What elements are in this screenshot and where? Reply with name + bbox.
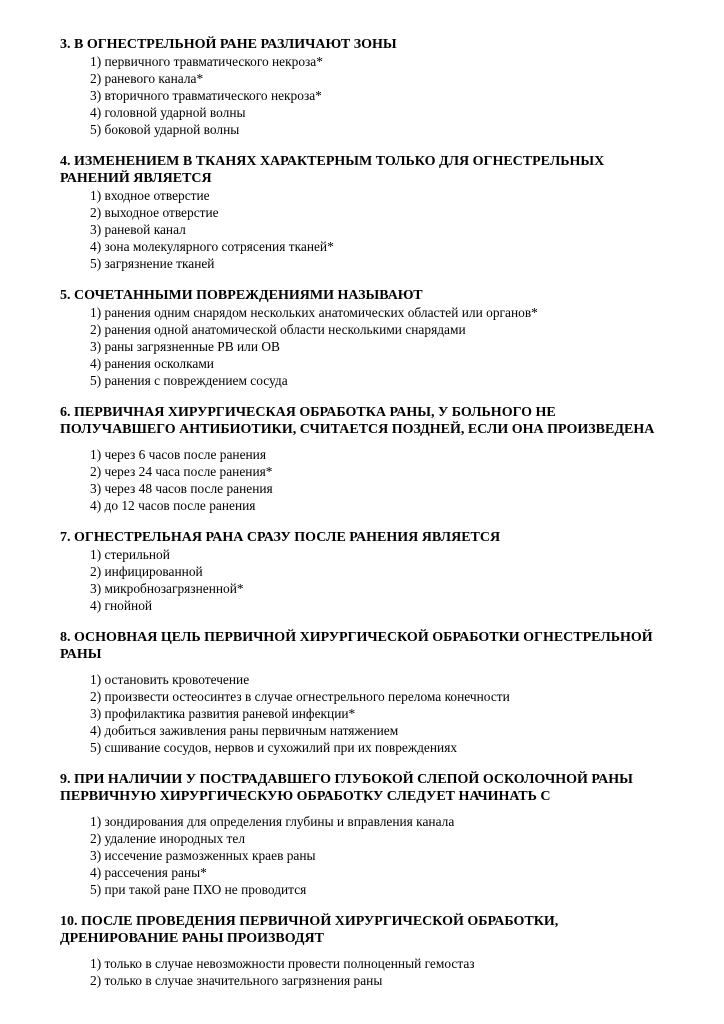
- option-item: 4) добиться заживления раны первичным натяжением: [90, 723, 399, 738]
- question-title-line: РАНЫ: [60, 647, 102, 662]
- question-title: [60, 404, 654, 438]
- option-item: 4) рассечения раны*: [90, 865, 207, 880]
- question-title: [60, 36, 397, 53]
- option-item: 3) микробнозагрязненной*: [90, 581, 244, 596]
- option-item: 3) вторичного травматического некроза*: [90, 88, 322, 103]
- option-item: 2) только в случае значительного загрязнения раны: [90, 973, 383, 988]
- option-item: 2) инфицированной: [90, 564, 203, 579]
- question-title: [60, 629, 653, 663]
- option-item: 4) гнойной: [90, 598, 153, 613]
- question-title-line: ПЕРВИЧНУЮ ХИРУРГИЧЕСКУЮ ОБРАБОТКУ СЛЕДУЕТ НАЧИНАТЬ С: [60, 789, 551, 804]
- question-title-line: 9. ПРИ НАЛИЧИИ У ПОСТРАДАВШЕГО ГЛУБОКОЙ СЛЕПОЙ ОСКОЛОЧНОЙ РАНЫ: [60, 772, 633, 787]
- option-item: 1) стерильной: [90, 547, 170, 562]
- option-item: 1) через 6 часов после ранения: [90, 447, 267, 462]
- option-item: 1) только в случае невозможности провести полноценный гемостаз: [90, 956, 475, 971]
- question-title-line: 8. ОСНОВНАЯ ЦЕЛЬ ПЕРВИЧНОЙ ХИРУРГИЧЕСКОЙ ОБРАБОТКИ ОГНЕСТРЕЛЬНОЙ: [60, 630, 653, 645]
- option-item: 1) ранения одним снарядом нескольких анатомических областей или органов*: [90, 305, 538, 320]
- option-item: 5) боковой ударной волны: [90, 122, 240, 137]
- question-title: [60, 771, 633, 805]
- question-title-line: 10. ПОСЛЕ ПРОВЕДЕНИЯ ПЕРВИЧНОЙ ХИРУРГИЧЕСКОЙ ОБРАБОТКИ,: [60, 914, 559, 929]
- option-item: 3) раневой канал: [90, 222, 186, 237]
- question-title: [60, 153, 604, 187]
- question-title-line: 4. ИЗМЕНЕНИЕМ В ТКАНЯХ ХАРАКТЕРНЫМ ТОЛЬКО ДЛЯ ОГНЕСТРЕЛЬНЫХ: [60, 154, 605, 169]
- option-item: 4) головной ударной волны: [90, 105, 246, 120]
- option-item: 4) ранения осколками: [90, 356, 214, 371]
- question-title: [60, 529, 500, 546]
- option-item: 4) до 12 часов после ранения: [90, 498, 256, 513]
- question-title-line: 5. СОЧЕТАННЫМИ ПОВРЕЖДЕНИЯМИ НАЗЫВАЮТ: [60, 288, 423, 303]
- question-title: [60, 287, 423, 304]
- option-item: 5) при такой ране ПХО не проводится: [90, 882, 307, 897]
- option-item: 5) загрязнение тканей: [90, 256, 215, 271]
- option-item: 3) через 48 часов после ранения: [90, 481, 273, 496]
- option-item: 3) раны загрязненные РВ или ОВ: [90, 339, 280, 354]
- question-title-line: 6. ПЕРВИЧНАЯ ХИРУРГИЧЕСКАЯ ОБРАБОТКА РАНЫ, У БОЛЬНОГО НЕ: [60, 405, 556, 420]
- option-item: 3) профилактика развития раневой инфекции*: [90, 706, 356, 721]
- option-item: 2) через 24 часа после ранения*: [90, 464, 273, 479]
- option-item: 5) ранения с повреждением сосуда: [90, 373, 288, 388]
- option-item: 1) первичного травматического некроза*: [90, 54, 323, 69]
- option-item: 2) ранения одной анатомической области несколькими снарядами: [90, 322, 466, 337]
- question-title-line: 7. ОГНЕСТРЕЛЬНАЯ РАНА СРАЗУ ПОСЛЕ РАНЕНИЯ ЯВЛЯЕТСЯ: [60, 530, 501, 545]
- question-title-line: ДРЕНИРОВАНИЕ РАНЫ ПРОИЗВОДЯТ: [60, 931, 324, 946]
- option-item: 3) иссечение размозженных краев раны: [90, 848, 316, 863]
- option-item: 5) сшивание сосудов, нервов и сухожилий при их повреждениях: [90, 740, 458, 755]
- question-title-line: 3. В ОГНЕСТРЕЛЬНОЙ РАНЕ РАЗЛИЧАЮТ ЗОНЫ: [60, 37, 397, 52]
- question-title-line: ПОЛУЧАВШЕГО АНТИБИОТИКИ, СЧИТАЕТСЯ ПОЗДНЕЙ, ЕСЛИ ОНА ПРОИЗВЕДЕНА: [60, 422, 655, 437]
- option-item: 2) выходное отверстие: [90, 205, 219, 220]
- option-item: 2) удаление инородных тел: [90, 831, 246, 846]
- option-item: 1) остановить кровотечение: [90, 672, 250, 687]
- option-item: 1) входное отверстие: [90, 188, 210, 203]
- option-item: 2) раневого канала*: [90, 71, 204, 86]
- question-title: [60, 913, 558, 947]
- option-item: 4) зона молекулярного сотрясения тканей*: [90, 239, 334, 254]
- option-item: 1) зондирования для определения глубины и вправления канала: [90, 814, 455, 829]
- question-title-line: РАНЕНИЙ ЯВЛЯЕТСЯ: [60, 171, 212, 186]
- option-item: 2) произвести остеосинтез в случае огнестрельного перелома конечности: [90, 689, 510, 704]
